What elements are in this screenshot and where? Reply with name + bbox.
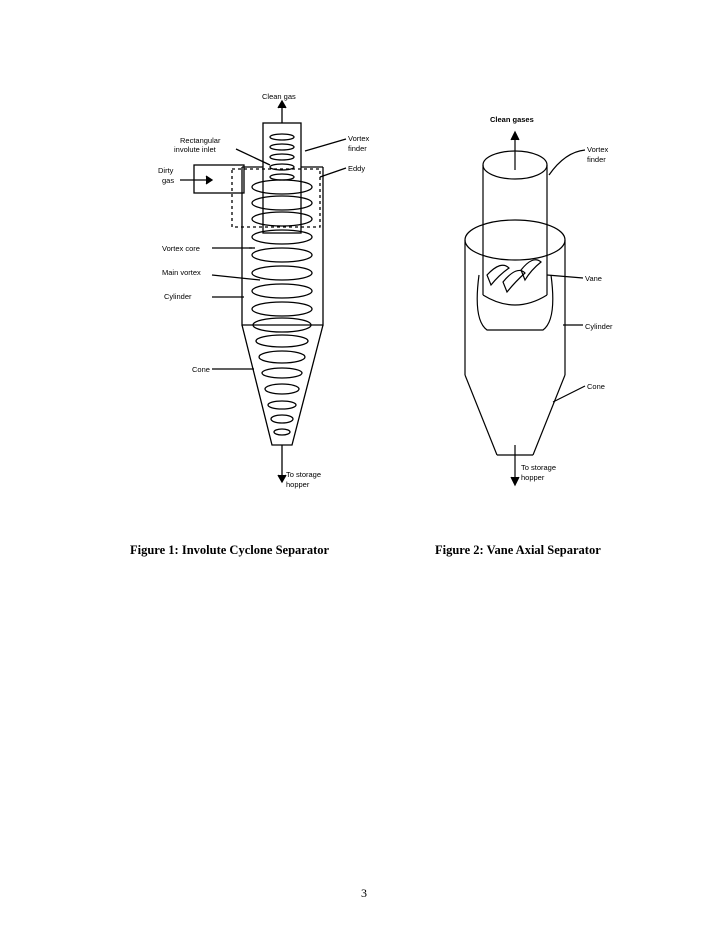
dirty-label: Dirty: [158, 166, 174, 175]
cone-label-2: Cone: [587, 382, 605, 391]
clean-gas-label: Clean gas: [262, 92, 296, 101]
cone-right: [533, 375, 565, 455]
page-number: 3: [361, 886, 367, 900]
cone-body: [242, 325, 323, 445]
eddy-region: [232, 169, 320, 227]
dirty-gas-label: gas: [162, 176, 175, 185]
cylinder-label-2: Cylinder: [585, 322, 613, 331]
figure1-caption: Figure 1: Involute Cyclone Separator: [130, 543, 330, 557]
cone-left: [465, 375, 497, 455]
cone-label: Cone: [192, 365, 210, 374]
involute-inlet-label: involute inlet: [174, 145, 216, 154]
vortex-finder-label-2: finder: [587, 155, 606, 164]
vanes: [487, 260, 541, 292]
cylinder-label: Cylinder: [164, 292, 192, 301]
vortex-core-label: Vortex core: [162, 244, 200, 253]
vortex-finder-label: finder: [348, 144, 367, 153]
cylinder-top: [465, 220, 565, 260]
vane-axial-figure: [455, 110, 655, 495]
rectangular-inlet-label: Rectangular: [180, 136, 221, 145]
figure2-caption: Figure 2: Vane Axial Separator: [435, 543, 601, 557]
inlet-box: [194, 165, 244, 193]
main-vortex-label: Main vortex: [162, 268, 201, 277]
inner-spiral: [270, 134, 294, 180]
cylinder-body: [242, 167, 323, 325]
to-storage-label-2: To storage: [521, 463, 557, 472]
vane-label: Vane: [585, 274, 602, 283]
vortex-label: Vortex: [348, 134, 370, 143]
involute-cyclone-figure: [140, 85, 390, 500]
vortex-label-2: Vortex: [587, 145, 609, 154]
main-vortex-spiral: [252, 180, 312, 435]
eddy-label: Eddy: [348, 164, 366, 173]
clean-gases-label: Clean gases: [490, 115, 534, 124]
hopper-label-2: hopper: [521, 473, 545, 482]
to-storage-label: To storage: [286, 470, 322, 479]
hopper-label: hopper: [286, 480, 310, 489]
